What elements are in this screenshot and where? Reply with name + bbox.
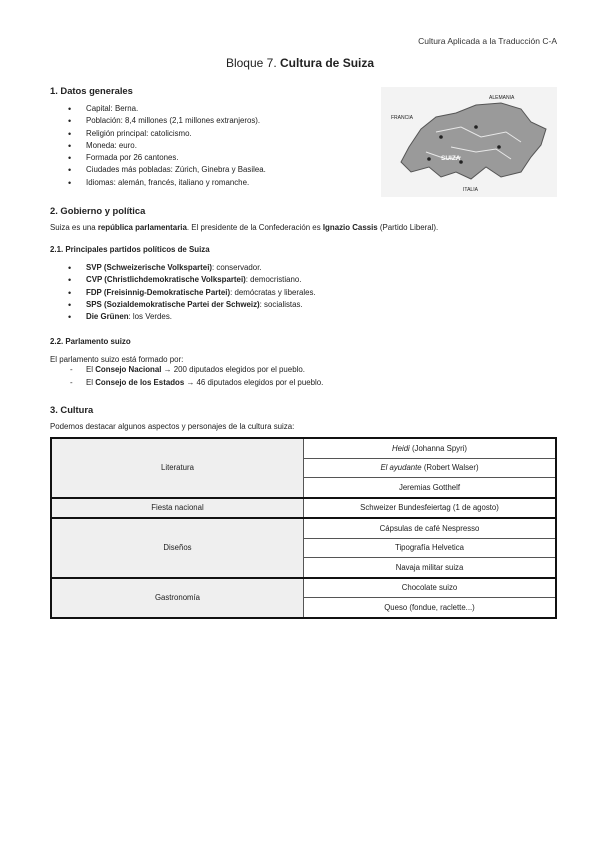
republic-bold: república parlamentaria (97, 223, 187, 232)
table-cell: Tipografía Helvetica (304, 538, 557, 558)
text-span: → 200 diputados elegidos por el pueblo. (163, 365, 305, 374)
parliament-intro: El parlamento suizo está formado por: (50, 355, 184, 364)
table-cell: Navaja militar suiza (304, 558, 557, 578)
subsection-2-2-heading: 2.2. Parlamento suizo (50, 337, 131, 346)
party-desc: : democristiano. (245, 275, 302, 285)
party-name: SVP (Schweizerische Volkspartei) (86, 263, 213, 272)
party-name: SPS (Sozialdemokratische Partei der Schweiz) (86, 299, 260, 309)
subsection-2-1-heading: 2.1. Principales partidos políticos de Suiza (50, 245, 210, 254)
chamber-name: Consejo Nacional (95, 365, 162, 374)
table-cell: Queso (fondue, raclette...) (304, 598, 557, 618)
text-span: (Johanna Spyri) (411, 443, 467, 453)
party-name: Die Grünen (86, 312, 129, 322)
list-item (68, 299, 316, 311)
list-item: • Idiomas: alemán, francés, italiano y romanche. (68, 177, 266, 189)
italic-title: El ayudante (380, 463, 422, 473)
text-span: El (86, 377, 94, 387)
list-item (68, 287, 316, 299)
party-name: CVP (Christlichdemokratische Volkspartei) (86, 275, 246, 285)
category-cell: Literatura (51, 438, 304, 498)
list-item (70, 377, 323, 390)
table-row (51, 498, 556, 519)
map-label-italy: ITALIA (463, 187, 478, 193)
list-item: • Ciudades más pobladas: Zúrich, Ginebra y Basilea. (68, 164, 266, 176)
text-span: El (86, 365, 94, 374)
list-item (68, 274, 316, 286)
culture-intro: Podemos destacar algunos aspectos y personajes de la cultura suiza: (50, 422, 295, 431)
section-3-heading: 3. Cultura (50, 404, 94, 415)
table-cell: Jeremias Gotthelf (304, 478, 557, 498)
table-cell: Schweizer Bundesfeiertag (1 de agosto) (304, 498, 557, 519)
list-item (68, 311, 316, 323)
table-cell: Cápsulas de café Nespresso (304, 518, 557, 538)
category-cell: Gastronomía (51, 578, 304, 618)
list-item: • Formada por 26 cantones. (68, 152, 266, 164)
title-prefix: Bloque 7. (225, 56, 277, 70)
text-span: (Partido Liberal). (379, 223, 439, 232)
category-cell: Fiesta nacional (51, 498, 304, 519)
government-paragraph (50, 223, 438, 232)
table-row (51, 518, 556, 538)
text-span: . El presidente de la Confederación es (186, 223, 321, 232)
italic-title: Heidi (392, 443, 410, 453)
title-main: Cultura de Suiza (280, 56, 375, 70)
table-cell: Chocolate suizo (304, 578, 557, 598)
list-item (68, 262, 316, 274)
text-span: → 46 diputados elegidos por el pueblo. (186, 377, 324, 387)
category-cell: Diseños (51, 518, 304, 578)
list-item: • Población: 8,4 millones (2,1 millones extranjeros). (68, 115, 266, 127)
table-cell (304, 438, 557, 458)
list-item: • Religión principal: catolicismo. (68, 128, 266, 140)
text-span: Suiza es una (50, 223, 96, 232)
list-item: • Capital: Berna. (68, 103, 266, 115)
chambers-list (70, 364, 323, 389)
president-name: Ignazio Cassis (322, 223, 378, 232)
list-item: • Moneda: euro. (68, 140, 266, 152)
party-name: FDP (Freisinnig-Demokratische Partei) (86, 287, 231, 297)
list-item (70, 364, 323, 377)
parties-list (68, 262, 316, 323)
map-label-suiza: SUIZA (441, 155, 461, 162)
party-desc: : conservador. (212, 263, 262, 272)
party-desc: : demócratas y liberales. (230, 287, 316, 297)
party-desc: : los Verdes. (128, 312, 172, 322)
party-desc: : socialistas. (259, 299, 303, 309)
section-1-heading: 1. Datos generales (50, 85, 133, 96)
section-2-heading: 2. Gobierno y política (50, 205, 146, 216)
switzerland-map (381, 87, 557, 197)
chamber-name: Consejo de los Estados (95, 377, 185, 387)
map-label-germany: ALEMANIA (489, 95, 515, 101)
table-row (51, 438, 556, 458)
page-title (0, 56, 600, 70)
table-row (51, 578, 556, 598)
text-span: (Robert Walser) (423, 463, 479, 473)
table-cell (304, 458, 557, 478)
map-label-france: FRANCIA (391, 115, 413, 121)
culture-table (50, 437, 557, 619)
map-graphic (381, 87, 557, 197)
page-header: Cultura Aplicada a la Traducción C-A (418, 36, 557, 46)
general-data-list (68, 103, 266, 189)
